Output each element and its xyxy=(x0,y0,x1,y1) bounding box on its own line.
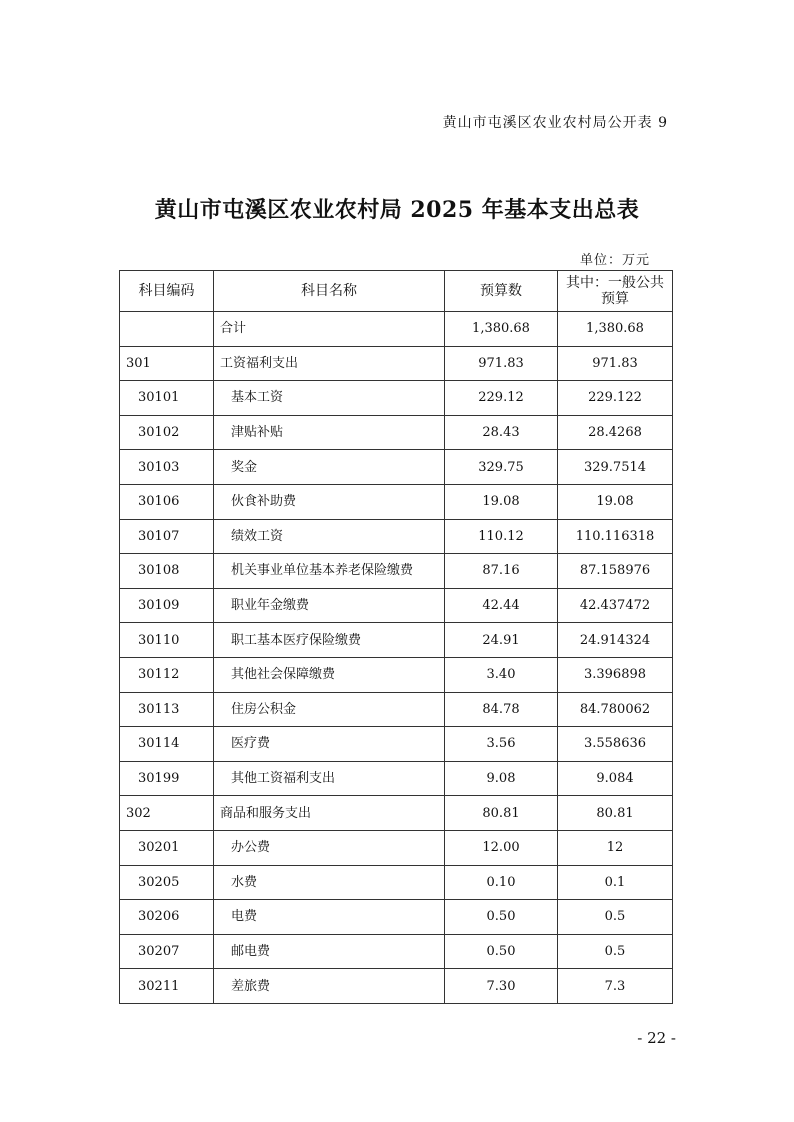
row-name: 水费 xyxy=(214,865,445,900)
header-note: 黄山市屯溪区农业农村局公开表 9 xyxy=(442,115,668,131)
row-budget: 24.91 xyxy=(445,623,558,658)
row-code: 30107 xyxy=(120,519,214,554)
table-row xyxy=(120,484,673,519)
row-budget: 84.78 xyxy=(445,692,558,727)
row-name: 绩效工资 xyxy=(214,519,445,554)
table-row xyxy=(120,415,673,450)
row-budget: 87.16 xyxy=(445,554,558,589)
table-row xyxy=(120,900,673,935)
row-general-budget: 80.81 xyxy=(558,796,673,831)
row-code: 30205 xyxy=(120,865,214,900)
row-general-budget: 0.5 xyxy=(558,934,673,969)
table-row xyxy=(120,727,673,762)
table-row xyxy=(120,519,673,554)
row-code: 30206 xyxy=(120,900,214,935)
table-row xyxy=(120,865,673,900)
row-name: 邮电费 xyxy=(214,934,445,969)
row-code: 30112 xyxy=(120,657,214,692)
row-general-budget: 7.3 xyxy=(558,969,673,1004)
table-row xyxy=(120,381,673,416)
row-name: 住房公积金 xyxy=(214,692,445,727)
row-general-budget: 9.084 xyxy=(558,761,673,796)
table-row xyxy=(120,934,673,969)
row-name: 津贴补贴 xyxy=(214,415,445,450)
row-code xyxy=(120,312,214,347)
row-general-budget: 3.396898 xyxy=(558,657,673,692)
row-general-budget: 3.558636 xyxy=(558,727,673,762)
page-number: - 22 - xyxy=(637,1029,676,1047)
row-name: 基本工资 xyxy=(214,381,445,416)
row-code: 30114 xyxy=(120,727,214,762)
row-name: 职工基本医疗保险缴费 xyxy=(214,623,445,658)
row-general-budget: 1,380.68 xyxy=(558,312,673,347)
row-general-budget: 229.122 xyxy=(558,381,673,416)
header-name: 科目名称 xyxy=(214,271,445,312)
row-code: 30106 xyxy=(120,484,214,519)
row-name: 其他工资福利支出 xyxy=(214,761,445,796)
table-row xyxy=(120,623,673,658)
row-general-budget: 42.437472 xyxy=(558,588,673,623)
row-general-budget: 329.7514 xyxy=(558,450,673,485)
table-row xyxy=(120,554,673,589)
row-code: 30102 xyxy=(120,415,214,450)
row-budget: 229.12 xyxy=(445,381,558,416)
row-general-budget: 0.5 xyxy=(558,900,673,935)
row-budget: 28.43 xyxy=(445,415,558,450)
row-name: 医疗费 xyxy=(214,727,445,762)
row-general-budget: 110.116318 xyxy=(558,519,673,554)
table-row xyxy=(120,761,673,796)
row-code: 30109 xyxy=(120,588,214,623)
row-code: 30108 xyxy=(120,554,214,589)
table-row xyxy=(120,969,673,1004)
row-name: 合计 xyxy=(214,312,445,347)
row-general-budget: 0.1 xyxy=(558,865,673,900)
table-row xyxy=(120,312,673,347)
table-header-row xyxy=(120,271,673,312)
header-budget: 预算数 xyxy=(445,271,558,312)
row-budget: 19.08 xyxy=(445,484,558,519)
header-code: 科目编码 xyxy=(120,271,214,312)
row-budget: 1,380.68 xyxy=(445,312,558,347)
row-code: 30199 xyxy=(120,761,214,796)
row-budget: 0.50 xyxy=(445,934,558,969)
row-general-budget: 87.158976 xyxy=(558,554,673,589)
row-name: 商品和服务支出 xyxy=(214,796,445,831)
table-row xyxy=(120,450,673,485)
row-code: 302 xyxy=(120,796,214,831)
row-name: 办公费 xyxy=(214,830,445,865)
table-body xyxy=(120,312,673,1004)
row-budget: 3.56 xyxy=(445,727,558,762)
row-code: 30101 xyxy=(120,381,214,416)
row-code: 30110 xyxy=(120,623,214,658)
table-row xyxy=(120,692,673,727)
row-budget: 9.08 xyxy=(445,761,558,796)
row-general-budget: 19.08 xyxy=(558,484,673,519)
row-general-budget: 971.83 xyxy=(558,346,673,381)
row-name: 奖金 xyxy=(214,450,445,485)
row-name: 其他社会保障缴费 xyxy=(214,657,445,692)
row-name: 差旅费 xyxy=(214,969,445,1004)
row-name: 机关事业单位基本养老保险缴费 xyxy=(214,554,445,589)
table-row xyxy=(120,796,673,831)
row-code: 30113 xyxy=(120,692,214,727)
table-row xyxy=(120,657,673,692)
budget-table xyxy=(119,270,673,1004)
table-row xyxy=(120,346,673,381)
row-budget: 0.50 xyxy=(445,900,558,935)
row-budget: 7.30 xyxy=(445,969,558,1004)
row-general-budget: 28.4268 xyxy=(558,415,673,450)
unit-label: 单位：万元 xyxy=(579,253,650,268)
table-row xyxy=(120,588,673,623)
row-budget: 42.44 xyxy=(445,588,558,623)
row-code: 30103 xyxy=(120,450,214,485)
row-budget: 0.10 xyxy=(445,865,558,900)
row-name: 职业年金缴费 xyxy=(214,588,445,623)
header-general-budget: 其中：一般公共预算 xyxy=(558,271,673,312)
row-code: 30207 xyxy=(120,934,214,969)
row-budget: 971.83 xyxy=(445,346,558,381)
row-budget: 329.75 xyxy=(445,450,558,485)
row-code: 30211 xyxy=(120,969,214,1004)
row-code: 301 xyxy=(120,346,214,381)
row-budget: 12.00 xyxy=(445,830,558,865)
table-row xyxy=(120,830,673,865)
row-name: 伙食补助费 xyxy=(214,484,445,519)
row-general-budget: 84.780062 xyxy=(558,692,673,727)
row-general-budget: 24.914324 xyxy=(558,623,673,658)
page-title: 黄山市屯溪区农业农村局 2025 年基本支出总表 xyxy=(154,197,640,223)
row-general-budget: 12 xyxy=(558,830,673,865)
row-budget: 110.12 xyxy=(445,519,558,554)
row-budget: 3.40 xyxy=(445,657,558,692)
row-name: 工资福利支出 xyxy=(214,346,445,381)
row-budget: 80.81 xyxy=(445,796,558,831)
row-code: 30201 xyxy=(120,830,214,865)
row-name: 电费 xyxy=(214,900,445,935)
